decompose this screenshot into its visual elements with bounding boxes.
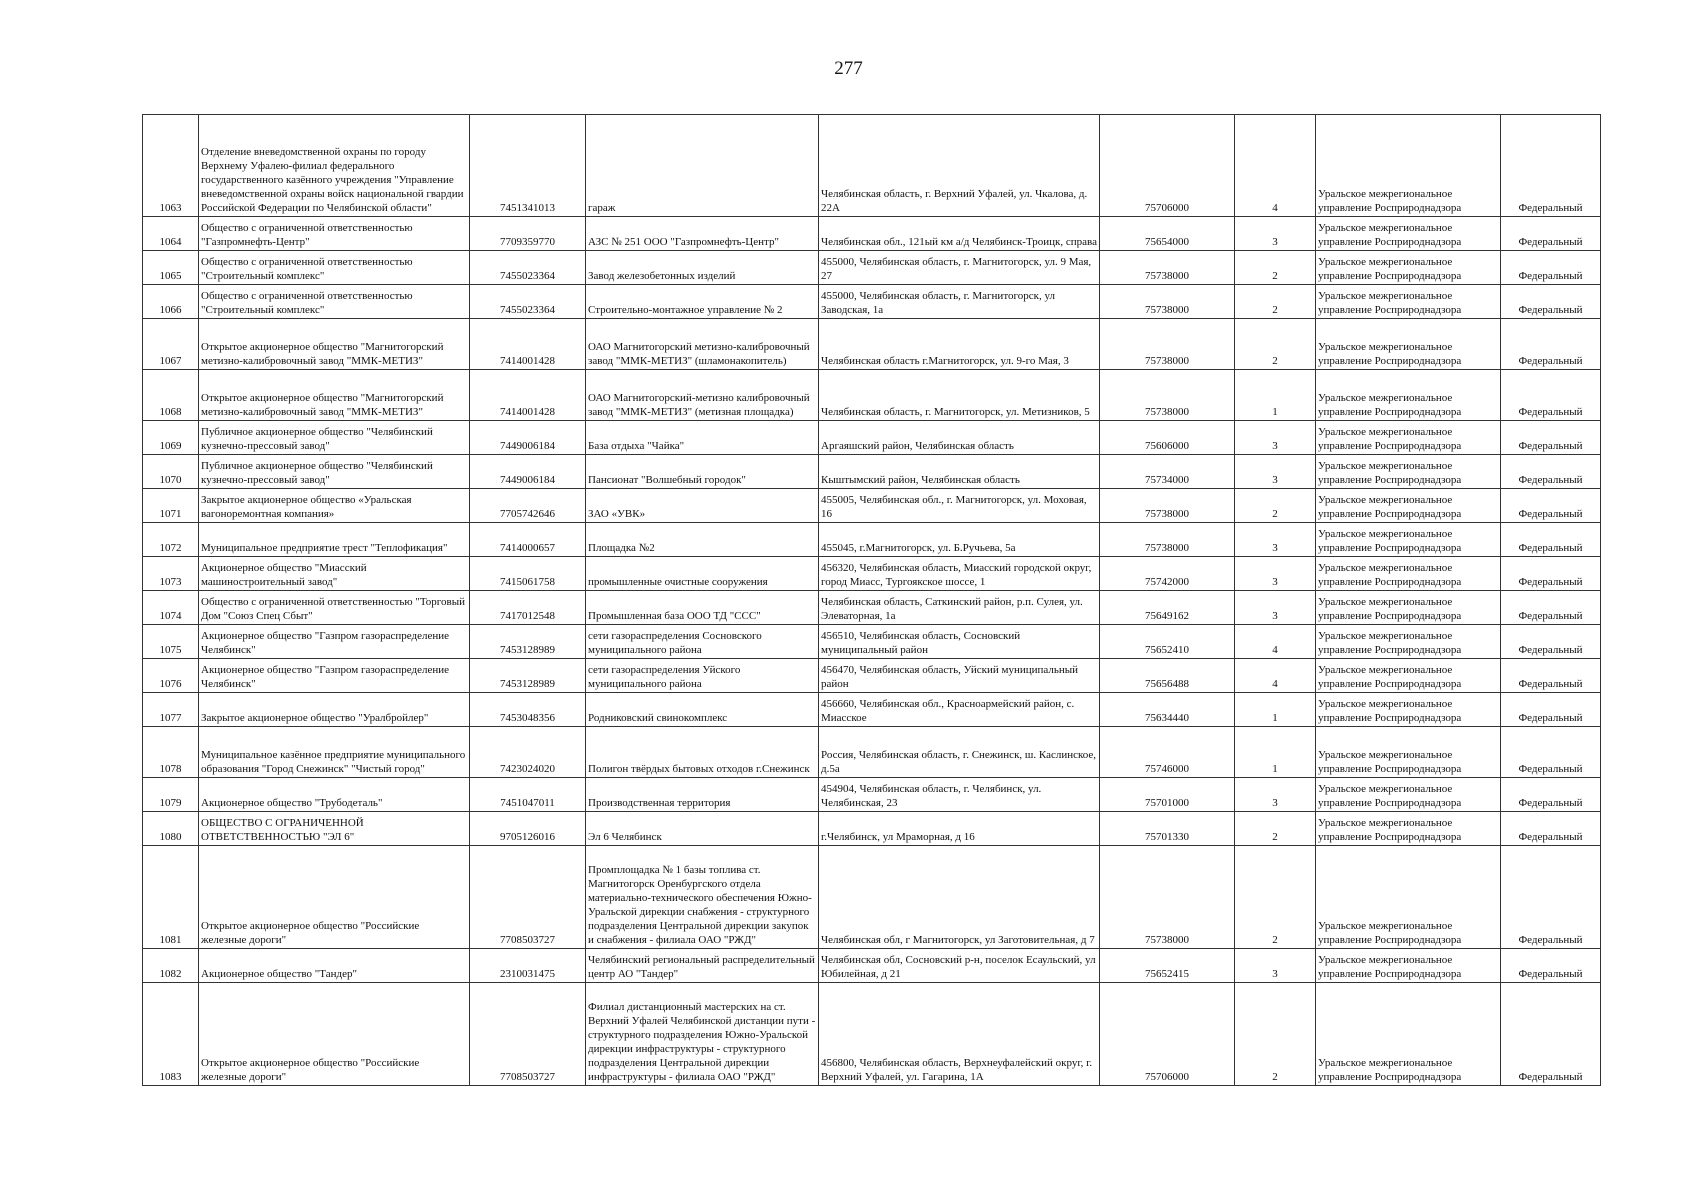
cell-object-address: Аргаяшский район, Челябинская область	[819, 421, 1100, 455]
cell-object-name: сети газораспределения Уйского муниципального района	[586, 659, 819, 693]
cell-organization-name: Акционерное общество "Тандер"	[199, 949, 470, 983]
cell-supervisory-authority: Уральское межрегиональное управление Росприроднадзора	[1316, 983, 1501, 1086]
cell-organization-name: Открытое акционерное общество "Магнитогорский метизно-калибровочный завод "ММК-МЕТИЗ"	[199, 319, 470, 370]
cell-supervision-level: Федеральный	[1501, 489, 1601, 523]
cell-oktmo-code: 75746000	[1100, 727, 1235, 778]
cell-supervisory-authority: Уральское межрегиональное управление Росприроднадзора	[1316, 285, 1501, 319]
table-body	[143, 115, 1601, 1086]
cell-supervision-level: Федеральный	[1501, 591, 1601, 625]
cell-oktmo-code: 75706000	[1100, 115, 1235, 217]
cell-row-number: 1075	[143, 625, 199, 659]
cell-object-address: 456470, Челябинская область, Уйский муниципальный район	[819, 659, 1100, 693]
cell-object-name: База отдыха "Чайка"	[586, 421, 819, 455]
cell-object-address: Челябинская область г.Магнитогорск, ул. 9-го Мая, 3	[819, 319, 1100, 370]
cell-object-address: Челябинская обл., 121ый км а/д Челябинск-Троицк, справа	[819, 217, 1100, 251]
cell-object-address: Челябинская обл, г Магнитогорск, ул Заготовительная, д 7	[819, 846, 1100, 949]
cell-category: 3	[1235, 591, 1316, 625]
cell-object-address: Кыштымский район, Челябинская область	[819, 455, 1100, 489]
cell-row-number: 1069	[143, 421, 199, 455]
cell-row-number: 1072	[143, 523, 199, 557]
cell-category: 3	[1235, 455, 1316, 489]
table-row	[143, 217, 1601, 251]
cell-object-name: Родниковский свинокомплекс	[586, 693, 819, 727]
table-row	[143, 778, 1601, 812]
table-row	[143, 421, 1601, 455]
cell-organization-name: Закрытое акционерное общество "Уралбройлер"	[199, 693, 470, 727]
table-row	[143, 983, 1601, 1086]
cell-supervisory-authority: Уральское межрегиональное управление Росприроднадзора	[1316, 846, 1501, 949]
cell-oktmo-code: 75738000	[1100, 370, 1235, 421]
cell-inn: 7417012548	[470, 591, 586, 625]
cell-organization-name: Акционерное общество "Трубодеталь"	[199, 778, 470, 812]
cell-supervisory-authority: Уральское межрегиональное управление Росприроднадзора	[1316, 523, 1501, 557]
cell-category: 2	[1235, 983, 1316, 1086]
cell-category: 4	[1235, 625, 1316, 659]
cell-row-number: 1063	[143, 115, 199, 217]
cell-supervision-level: Федеральный	[1501, 983, 1601, 1086]
cell-object-address: 455045, г.Магнитогорск, ул. Б.Ручьева, 5а	[819, 523, 1100, 557]
table-row	[143, 319, 1601, 370]
cell-inn: 7453128989	[470, 625, 586, 659]
cell-object-address: Челябинская область, Саткинский район, р.п. Сулея, ул. Элеваторная, 1а	[819, 591, 1100, 625]
cell-object-address: Россия, Челябинская область, г. Снежинск, ш. Каслинское, д.5а	[819, 727, 1100, 778]
cell-organization-name: Общество с ограниченной ответственностью "Торговый Дом "Союз Спец Сбыт"	[199, 591, 470, 625]
cell-object-address: 456800, Челябинская область, Верхнеуфалейский округ, г. Верхний Уфалей, ул. Гагарина, 1А	[819, 983, 1100, 1086]
cell-supervision-level: Федеральный	[1501, 659, 1601, 693]
cell-supervision-level: Федеральный	[1501, 557, 1601, 591]
cell-oktmo-code: 75738000	[1100, 523, 1235, 557]
cell-inn: 7414000657	[470, 523, 586, 557]
cell-category: 1	[1235, 370, 1316, 421]
cell-object-name: гараж	[586, 115, 819, 217]
cell-organization-name: Открытое акционерное общество "Российские железные дороги"	[199, 846, 470, 949]
cell-supervision-level: Федеральный	[1501, 455, 1601, 489]
cell-oktmo-code: 75738000	[1100, 251, 1235, 285]
cell-row-number: 1066	[143, 285, 199, 319]
cell-category: 2	[1235, 489, 1316, 523]
cell-supervision-level: Федеральный	[1501, 217, 1601, 251]
cell-object-name: Завод железобетонных изделий	[586, 251, 819, 285]
cell-inn: 7451047011	[470, 778, 586, 812]
cell-organization-name: Муниципальное предприятие трест "Теплофикация"	[199, 523, 470, 557]
cell-oktmo-code: 75742000	[1100, 557, 1235, 591]
table-row	[143, 285, 1601, 319]
cell-organization-name: Общество с ограниченной ответственностью "Строительный комплекс"	[199, 251, 470, 285]
cell-inn: 7705742646	[470, 489, 586, 523]
cell-inn: 7414001428	[470, 370, 586, 421]
cell-row-number: 1064	[143, 217, 199, 251]
cell-category: 3	[1235, 523, 1316, 557]
cell-category: 2	[1235, 285, 1316, 319]
cell-organization-name: Закрытое акционерное общество «Уральская вагоноремонтная компания»	[199, 489, 470, 523]
cell-category: 3	[1235, 421, 1316, 455]
cell-inn: 7453048356	[470, 693, 586, 727]
cell-supervisory-authority: Уральское межрегиональное управление Росприроднадзора	[1316, 421, 1501, 455]
cell-supervision-level: Федеральный	[1501, 625, 1601, 659]
cell-supervisory-authority: Уральское межрегиональное управление Росприроднадзора	[1316, 591, 1501, 625]
cell-category: 1	[1235, 727, 1316, 778]
cell-category: 4	[1235, 115, 1316, 217]
cell-supervision-level: Федеральный	[1501, 421, 1601, 455]
cell-organization-name: ОБЩЕСТВО С ОГРАНИЧЕННОЙ ОТВЕТСТВЕННОСТЬЮ "ЭЛ 6"	[199, 812, 470, 846]
cell-inn: 9705126016	[470, 812, 586, 846]
table-row	[143, 523, 1601, 557]
cell-oktmo-code: 75606000	[1100, 421, 1235, 455]
cell-organization-name: Открытое акционерное общество "Российские железные дороги"	[199, 983, 470, 1086]
cell-supervision-level: Федеральный	[1501, 285, 1601, 319]
cell-supervisory-authority: Уральское межрегиональное управление Росприроднадзора	[1316, 455, 1501, 489]
cell-oktmo-code: 75738000	[1100, 285, 1235, 319]
cell-object-address: Челябинская область, г. Верхний Уфалей, ул. Чкалова, д. 22А	[819, 115, 1100, 217]
cell-inn: 7455023364	[470, 251, 586, 285]
table-row	[143, 455, 1601, 489]
cell-supervisory-authority: Уральское межрегиональное управление Росприроднадзора	[1316, 659, 1501, 693]
cell-oktmo-code: 75701330	[1100, 812, 1235, 846]
cell-organization-name: Общество с ограниченной ответственностью "Газпромнефть-Центр"	[199, 217, 470, 251]
table-row	[143, 625, 1601, 659]
cell-inn: 7451341013	[470, 115, 586, 217]
cell-category: 2	[1235, 251, 1316, 285]
cell-object-name: Филиал дистанционный мастерских на ст. Верхний Уфалей Челябинской дистанции пути - структурного подразделения Южно-Уральской дирекции инфраструктуры - структурного подразделения Центральной дирекции инфраструктуры - филиала ОАО "РЖД"	[586, 983, 819, 1086]
cell-supervision-level: Федеральный	[1501, 812, 1601, 846]
cell-object-address: г.Челябинск, ул Мраморная, д 16	[819, 812, 1100, 846]
cell-organization-name: Открытое акционерное общество "Магнитогорский метизно-калибровочный завод "ММК-МЕТИЗ"	[199, 370, 470, 421]
cell-supervisory-authority: Уральское межрегиональное управление Росприроднадзора	[1316, 489, 1501, 523]
cell-oktmo-code: 75738000	[1100, 489, 1235, 523]
cell-supervision-level: Федеральный	[1501, 693, 1601, 727]
cell-object-name: промышленные очистные сооружения	[586, 557, 819, 591]
cell-supervision-level: Федеральный	[1501, 115, 1601, 217]
cell-object-address: Челябинская область, г. Магнитогорск, ул. Метизников, 5	[819, 370, 1100, 421]
table-row	[143, 727, 1601, 778]
cell-supervision-level: Федеральный	[1501, 523, 1601, 557]
cell-row-number: 1065	[143, 251, 199, 285]
cell-category: 3	[1235, 778, 1316, 812]
cell-category: 2	[1235, 812, 1316, 846]
cell-supervisory-authority: Уральское межрегиональное управление Росприроднадзора	[1316, 812, 1501, 846]
cell-oktmo-code: 75652410	[1100, 625, 1235, 659]
cell-object-name: сети газораспределения Сосновского муниципального района	[586, 625, 819, 659]
cell-oktmo-code: 75649162	[1100, 591, 1235, 625]
cell-oktmo-code: 75701000	[1100, 778, 1235, 812]
cell-object-name: Строительно-монтажное управление № 2	[586, 285, 819, 319]
cell-inn: 2310031475	[470, 949, 586, 983]
cell-row-number: 1079	[143, 778, 199, 812]
table-row	[143, 489, 1601, 523]
cell-inn: 7453128989	[470, 659, 586, 693]
table-row	[143, 115, 1601, 217]
cell-inn: 7414001428	[470, 319, 586, 370]
table-row	[143, 693, 1601, 727]
cell-row-number: 1080	[143, 812, 199, 846]
cell-supervisory-authority: Уральское межрегиональное управление Росприроднадзора	[1316, 625, 1501, 659]
cell-organization-name: Акционерное общество "Газпром газораспределение Челябинск"	[199, 625, 470, 659]
cell-organization-name: Акционерное общество "Миасский машиностроительный завод"	[199, 557, 470, 591]
registry-table	[142, 114, 1601, 1086]
cell-supervision-level: Федеральный	[1501, 370, 1601, 421]
cell-supervision-level: Федеральный	[1501, 251, 1601, 285]
cell-object-address: 454904, Челябинская область, г. Челябинск, ул. Челябинская, 23	[819, 778, 1100, 812]
cell-object-address: 456320, Челябинская область, Миасский городской округ, город Миасс, Тургоякское шоссе, 1	[819, 557, 1100, 591]
cell-row-number: 1081	[143, 846, 199, 949]
cell-supervisory-authority: Уральское межрегиональное управление Росприроднадзора	[1316, 557, 1501, 591]
cell-object-name: Площадка №2	[586, 523, 819, 557]
cell-row-number: 1074	[143, 591, 199, 625]
cell-row-number: 1073	[143, 557, 199, 591]
cell-supervisory-authority: Уральское межрегиональное управление Росприроднадзора	[1316, 778, 1501, 812]
cell-category: 3	[1235, 949, 1316, 983]
cell-supervisory-authority: Уральское межрегиональное управление Росприроднадзора	[1316, 319, 1501, 370]
cell-organization-name: Публичное акционерное общество "Челябинский кузнечно-прессовый завод"	[199, 455, 470, 489]
cell-object-name: Промышленная база ООО ТД "ССС"	[586, 591, 819, 625]
cell-category: 1	[1235, 693, 1316, 727]
cell-supervisory-authority: Уральское межрегиональное управление Росприроднадзора	[1316, 949, 1501, 983]
cell-row-number: 1083	[143, 983, 199, 1086]
cell-inn: 7708503727	[470, 846, 586, 949]
cell-row-number: 1071	[143, 489, 199, 523]
cell-row-number: 1077	[143, 693, 199, 727]
table-row	[143, 251, 1601, 285]
cell-inn: 7423024020	[470, 727, 586, 778]
cell-supervision-level: Федеральный	[1501, 727, 1601, 778]
cell-object-name: ОАО Магнитогорский метизно-калибровочный завод "ММК-МЕТИЗ" (шламонакопитель)	[586, 319, 819, 370]
cell-supervision-level: Федеральный	[1501, 778, 1601, 812]
cell-supervision-level: Федеральный	[1501, 846, 1601, 949]
cell-supervisory-authority: Уральское межрегиональное управление Росприроднадзора	[1316, 727, 1501, 778]
cell-row-number: 1078	[143, 727, 199, 778]
cell-row-number: 1076	[143, 659, 199, 693]
cell-object-name: Полигон твёрдых бытовых отходов г.Снежинск	[586, 727, 819, 778]
table-row	[143, 591, 1601, 625]
cell-row-number: 1070	[143, 455, 199, 489]
table-row	[143, 949, 1601, 983]
table-row	[143, 370, 1601, 421]
cell-row-number: 1067	[143, 319, 199, 370]
cell-inn: 7415061758	[470, 557, 586, 591]
cell-object-address: 456510, Челябинская область, Сосновский муниципальный район	[819, 625, 1100, 659]
cell-object-name: Эл 6 Челябинск	[586, 812, 819, 846]
page-number: 277	[834, 58, 863, 79]
cell-organization-name: Муниципальное казённое предприятие муниципального образования "Город Снежинск" "Чистый город"	[199, 727, 470, 778]
cell-oktmo-code: 75654000	[1100, 217, 1235, 251]
cell-inn: 7709359770	[470, 217, 586, 251]
cell-oktmo-code: 75738000	[1100, 319, 1235, 370]
cell-object-name: Челябинский региональный распределительный центр АО "Тандер"	[586, 949, 819, 983]
cell-supervision-level: Федеральный	[1501, 949, 1601, 983]
cell-supervisory-authority: Уральское межрегиональное управление Росприроднадзора	[1316, 115, 1501, 217]
cell-object-address: 456660, Челябинская обл., Красноармейский район, с. Миасское	[819, 693, 1100, 727]
cell-organization-name: Акционерное общество "Газпром газораспределение Челябинск"	[199, 659, 470, 693]
table-row	[143, 557, 1601, 591]
cell-object-address: 455000, Челябинская область, г. Магнитогорск, ул Заводская, 1а	[819, 285, 1100, 319]
cell-organization-name: Публичное акционерное общество "Челябинский кузнечно-прессовый завод"	[199, 421, 470, 455]
cell-category: 3	[1235, 217, 1316, 251]
cell-supervisory-authority: Уральское межрегиональное управление Росприроднадзора	[1316, 370, 1501, 421]
cell-oktmo-code: 75656488	[1100, 659, 1235, 693]
cell-object-name: Промплощадка № 1 базы топлива ст. Магнитогорск Оренбургского отдела материально-технического обеспечения Южно-Уральской дирекции снабжения - структурного подразделения Центральной дирекции закупок и снабжения - филиала ОАО "РЖД"	[586, 846, 819, 949]
cell-oktmo-code: 75652415	[1100, 949, 1235, 983]
cell-inn: 7449006184	[470, 421, 586, 455]
cell-inn: 7455023364	[470, 285, 586, 319]
cell-object-address: 455005, Челябинская обл., г. Магнитогорск, ул. Моховая, 16	[819, 489, 1100, 523]
cell-oktmo-code: 75734000	[1100, 455, 1235, 489]
cell-object-name: Пансионат "Волшебный городок"	[586, 455, 819, 489]
cell-object-name: ОАО Магнитогорский-метизно калибровочный завод "ММК-МЕТИЗ" (метизная площадка)	[586, 370, 819, 421]
cell-category: 4	[1235, 659, 1316, 693]
cell-category: 2	[1235, 319, 1316, 370]
cell-supervisory-authority: Уральское межрегиональное управление Росприроднадзора	[1316, 217, 1501, 251]
cell-inn: 7449006184	[470, 455, 586, 489]
cell-object-address: Челябинская обл, Сосновский р-н, поселок Есаульский, ул Юбилейная, д 21	[819, 949, 1100, 983]
cell-category: 2	[1235, 846, 1316, 949]
table-row	[143, 812, 1601, 846]
cell-oktmo-code: 75706000	[1100, 983, 1235, 1086]
table-row	[143, 659, 1601, 693]
cell-object-name: ЗАО «УВК»	[586, 489, 819, 523]
cell-object-name: Производственная территория	[586, 778, 819, 812]
cell-object-address: 455000, Челябинская область, г. Магнитогорск, ул. 9 Мая, 27	[819, 251, 1100, 285]
cell-supervision-level: Федеральный	[1501, 319, 1601, 370]
cell-organization-name: Общество с ограниченной ответственностью "Строительный комплекс"	[199, 285, 470, 319]
cell-object-name: АЗС № 251 ООО "Газпромнефть-Центр"	[586, 217, 819, 251]
cell-organization-name: Отделение вневедомственной охраны по городу Верхнему Уфалею-филиал федерального государственного казённого учреждения "Управление вневедомственной охраны войск национальной гвардии Российской Федерации по Челябинской области"	[199, 115, 470, 217]
table-row	[143, 846, 1601, 949]
cell-supervisory-authority: Уральское межрегиональное управление Росприроднадзора	[1316, 251, 1501, 285]
cell-category: 3	[1235, 557, 1316, 591]
cell-row-number: 1068	[143, 370, 199, 421]
cell-oktmo-code: 75738000	[1100, 846, 1235, 949]
cell-supervisory-authority: Уральское межрегиональное управление Росприроднадзора	[1316, 693, 1501, 727]
cell-inn: 7708503727	[470, 983, 586, 1086]
cell-oktmo-code: 75634440	[1100, 693, 1235, 727]
cell-row-number: 1082	[143, 949, 199, 983]
